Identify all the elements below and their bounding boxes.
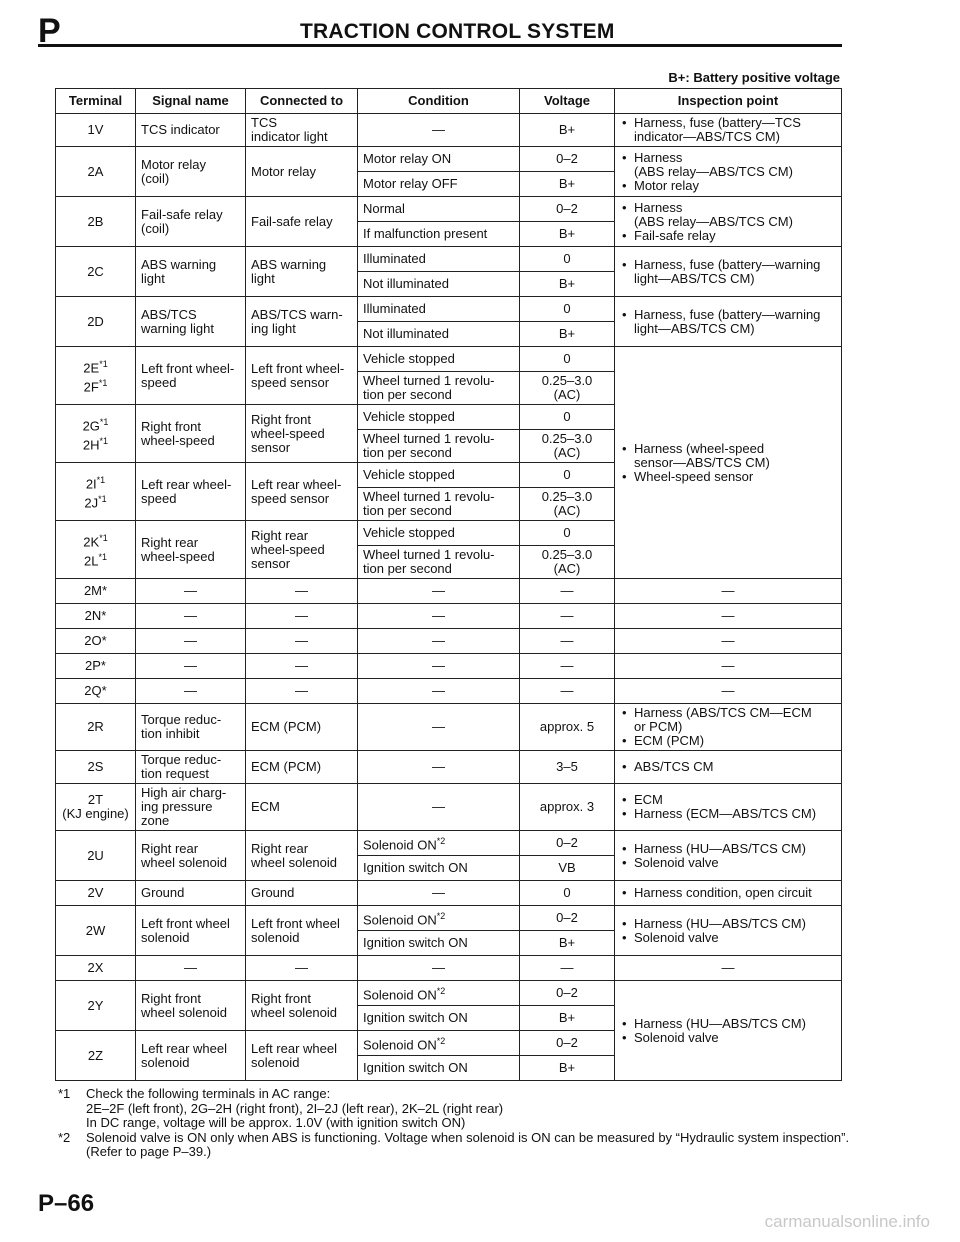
condition-cell: — — [358, 881, 520, 906]
voltage-cell: 0 — [520, 297, 615, 322]
connected-to-cell: ABS/TCS warn- ing light — [246, 297, 358, 347]
terminal-voltage-table — [55, 88, 842, 1081]
inspection-point-item: • Harness (ABS relay—ABS/TCS CM) — [634, 151, 836, 179]
signal-name-cell: Ground — [136, 881, 246, 906]
condition-cell: Solenoid ON$^{*2}$ — [358, 981, 520, 1006]
inspection-point-cell — [615, 881, 842, 906]
inspection-point-cell — [615, 247, 842, 297]
voltage-cell: B+ — [520, 1006, 615, 1031]
inspection-point-cell: — — [615, 956, 842, 981]
voltage-cell: — — [520, 956, 615, 981]
signal-name-cell: — — [136, 654, 246, 679]
inspection-point-cell: — — [615, 579, 842, 604]
page-title: TRACTION CONTROL SYSTEM — [300, 20, 615, 43]
inspection-point-item: • ECM (PCM) — [634, 734, 836, 748]
inspection-point-list — [620, 308, 836, 336]
table-row — [56, 906, 842, 931]
connected-to-cell: ECM — [246, 784, 358, 831]
footnote — [58, 1087, 858, 1131]
condition-cell: Wheel turned 1 revolu- tion per second — [358, 372, 520, 405]
condition-cell: — — [358, 654, 520, 679]
page-number: P–66 — [38, 1190, 95, 1217]
inspection-point-list — [620, 116, 836, 144]
condition-cell: — — [358, 784, 520, 831]
terminal-cell: 2O* — [56, 629, 136, 654]
connected-to-cell: — — [246, 579, 358, 604]
signal-name-cell: ABS warning light — [136, 247, 246, 297]
voltage-cell: 0 — [520, 247, 615, 272]
signal-name-cell: — — [136, 679, 246, 704]
voltage-cell: 0 — [520, 405, 615, 430]
table-row — [56, 604, 842, 629]
signal-name-cell: Torque reduc- tion request — [136, 751, 246, 784]
col-header-signal-name: Signal name — [136, 89, 246, 114]
footnote-text — [86, 1087, 503, 1131]
table-row — [56, 704, 842, 751]
condition-cell: — — [358, 704, 520, 751]
inspection-point-list — [620, 258, 836, 286]
terminal-cell: 2W — [56, 906, 136, 956]
voltage-cell: 0–2 — [520, 197, 615, 222]
condition-cell: Ignition switch ON — [358, 1056, 520, 1081]
connected-to-cell: Left front wheel- speed sensor — [246, 347, 358, 405]
condition-cell: Illuminated — [358, 247, 520, 272]
connected-to-cell: Fail-safe relay — [246, 197, 358, 247]
inspection-point-item: • Solenoid valve — [634, 1031, 836, 1045]
connected-to-cell: — — [246, 654, 358, 679]
inspection-point-cell: — — [615, 679, 842, 704]
condition-cell: Wheel turned 1 revolu- tion per second — [358, 430, 520, 463]
voltage-cell: — — [520, 679, 615, 704]
inspection-point-list — [620, 917, 836, 945]
inspection-point-item: • ECM — [634, 793, 836, 807]
signal-name-cell: — — [136, 956, 246, 981]
voltage-cell: 0.25–3.0 (AC) — [520, 430, 615, 463]
signal-name-cell: Left front wheel solenoid — [136, 906, 246, 956]
signal-name-cell: High air charg- ing pressure zone — [136, 784, 246, 831]
voltage-cell: B+ — [520, 931, 615, 956]
condition-cell: Motor relay OFF — [358, 172, 520, 197]
connected-to-cell: Left rear wheel- speed sensor — [246, 463, 358, 521]
inspection-point-item: • Fail-safe relay — [634, 229, 836, 243]
signal-name-cell: Right rear wheel solenoid — [136, 831, 246, 881]
condition-cell: Wheel turned 1 revolu- tion per second — [358, 488, 520, 521]
signal-name-cell: Right rear wheel-speed — [136, 521, 246, 579]
connected-to-cell: Right rear wheel-speed sensor — [246, 521, 358, 579]
terminal-cell: $2E^{*1}$ $2F^{*1}$ — [56, 347, 136, 405]
table-row — [56, 654, 842, 679]
inspection-point-item: • Harness (HU—ABS/TCS CM) — [634, 1017, 836, 1031]
signal-name-cell: — — [136, 579, 246, 604]
signal-name-cell: — — [136, 629, 246, 654]
col-header-inspection-point: Inspection point — [615, 89, 842, 114]
condition-cell: Illuminated — [358, 297, 520, 322]
inspection-point-cell — [615, 906, 842, 956]
voltage-cell: B+ — [520, 1056, 615, 1081]
voltage-cell: 0–2 — [520, 906, 615, 931]
terminal-cell: 2V — [56, 881, 136, 906]
inspection-point-list — [620, 760, 836, 774]
col-header-condition: Condition — [358, 89, 520, 114]
inspection-point-item: • Wheel-speed sensor — [634, 470, 836, 484]
connected-to-cell: — — [246, 629, 358, 654]
voltage-cell: B+ — [520, 172, 615, 197]
inspection-point-item: • Harness, fuse (battery—warning light—ABS/TCS CM) — [634, 308, 836, 336]
inspection-point-item: • Harness (ABS relay—ABS/TCS CM) — [634, 201, 836, 229]
voltage-cell: 3–5 — [520, 751, 615, 784]
signal-name-cell: Fail-safe relay (coil) — [136, 197, 246, 247]
condition-cell: — — [358, 604, 520, 629]
signal-name-cell: TCS indicator — [136, 114, 246, 147]
signal-name-cell: Right front wheel-speed — [136, 405, 246, 463]
voltage-cell: 0–2 — [520, 1031, 615, 1056]
terminal-cell: $2K^{*1}$ $2L^{*1}$ — [56, 521, 136, 579]
inspection-point-list — [620, 1017, 836, 1045]
inspection-point-cell — [615, 297, 842, 347]
voltage-cell: — — [520, 579, 615, 604]
voltage-cell: approx. 3 — [520, 784, 615, 831]
inspection-point-item: • Harness (HU—ABS/TCS CM) — [634, 842, 836, 856]
footnotes — [58, 1087, 858, 1160]
connected-to-cell: Motor relay — [246, 147, 358, 197]
connected-to-cell: — — [246, 679, 358, 704]
table-row — [56, 881, 842, 906]
connected-to-cell: Right front wheel solenoid — [246, 981, 358, 1031]
footnote — [58, 1131, 858, 1160]
voltage-legend: B+: Battery positive voltage — [668, 70, 840, 85]
inspection-point-cell — [615, 784, 842, 831]
connected-to-cell: ECM (PCM) — [246, 751, 358, 784]
connected-to-cell: ABS warning light — [246, 247, 358, 297]
condition-cell: Vehicle stopped — [358, 405, 520, 430]
table-row — [56, 147, 842, 172]
signal-name-cell: Torque reduc- tion inhibit — [136, 704, 246, 751]
condition-cell: Motor relay ON — [358, 147, 520, 172]
section-letter: P — [38, 12, 61, 50]
inspection-point-item: • Harness, fuse (battery—TCS indicator—ABS/TCS CM) — [634, 116, 836, 144]
condition-cell: Normal — [358, 197, 520, 222]
terminal-cell: 1V — [56, 114, 136, 147]
inspection-point-item: • Harness (ECM—ABS/TCS CM) — [634, 807, 836, 821]
voltage-cell: B+ — [520, 322, 615, 347]
connected-to-cell: ECM (PCM) — [246, 704, 358, 751]
inspection-point-item: • Solenoid valve — [634, 931, 836, 945]
condition-cell: Not illuminated — [358, 272, 520, 297]
voltage-cell: 0–2 — [520, 831, 615, 856]
signal-name-cell: Motor relay (coil) — [136, 147, 246, 197]
voltage-cell: — — [520, 654, 615, 679]
inspection-point-cell — [615, 347, 842, 579]
terminal-cell: 2U — [56, 831, 136, 881]
voltage-cell: 0 — [520, 347, 615, 372]
condition-cell: Ignition switch ON — [358, 856, 520, 881]
connected-to-cell: Ground — [246, 881, 358, 906]
inspection-point-cell — [615, 114, 842, 147]
inspection-point-list — [620, 842, 836, 870]
condition-cell: — — [358, 956, 520, 981]
table-header-row — [56, 89, 842, 114]
connected-to-cell: Left front wheel solenoid — [246, 906, 358, 956]
terminal-cell: $2I^{*1}$ $2J^{*1}$ — [56, 463, 136, 521]
signal-name-cell: — — [136, 604, 246, 629]
inspection-point-item: • Motor relay — [634, 179, 836, 193]
voltage-cell: 0.25–3.0 (AC) — [520, 488, 615, 521]
terminal-cell: 2Z — [56, 1031, 136, 1081]
voltage-cell: 0–2 — [520, 981, 615, 1006]
inspection-point-cell — [615, 704, 842, 751]
terminal-cell: 2S — [56, 751, 136, 784]
inspection-point-list — [620, 151, 836, 193]
watermark: carmanualsonline.info — [764, 1212, 930, 1231]
col-header-connected-to: Connected to — [246, 89, 358, 114]
inspection-point-list — [620, 442, 836, 484]
voltage-cell: 0 — [520, 881, 615, 906]
footnote-line: In DC range, voltage will be approx. 1.0V (with ignition switch ON) — [86, 1115, 466, 1130]
condition-cell: — — [358, 679, 520, 704]
table-row — [56, 114, 842, 147]
terminal-cell: 2N* — [56, 604, 136, 629]
voltage-cell: 0.25–3.0 (AC) — [520, 546, 615, 579]
table-row — [56, 784, 842, 831]
condition-cell: — — [358, 629, 520, 654]
inspection-point-cell — [615, 147, 842, 197]
condition-cell: Not illuminated — [358, 322, 520, 347]
inspection-point-cell: — — [615, 629, 842, 654]
voltage-cell: 0–2 — [520, 147, 615, 172]
footnote-text — [86, 1131, 858, 1160]
signal-name-cell: Left rear wheel solenoid — [136, 1031, 246, 1081]
footnote-line: Solenoid valve is ON only when ABS is functioning. Voltage when solenoid is ON can be measured by “Hydraulic system inspection”. (Refer to page P–39.) — [86, 1129, 850, 1159]
voltage-cell: 0 — [520, 463, 615, 488]
inspection-point-list — [620, 706, 836, 748]
connected-to-cell: — — [246, 956, 358, 981]
table-body — [56, 114, 842, 1081]
voltage-cell: VB — [520, 856, 615, 881]
signal-name-cell: Right front wheel solenoid — [136, 981, 246, 1031]
inspection-point-item: • Harness (ABS/TCS CM—ECM or PCM) — [634, 706, 836, 734]
connected-to-cell: Right front wheel-speed sensor — [246, 405, 358, 463]
voltage-cell: B+ — [520, 272, 615, 297]
table-row — [56, 579, 842, 604]
voltage-cell: B+ — [520, 114, 615, 147]
table-row — [56, 197, 842, 222]
inspection-point-list — [620, 201, 836, 243]
table-row — [56, 981, 842, 1006]
footnote-mark: *1 — [58, 1086, 71, 1101]
inspection-point-cell: — — [615, 654, 842, 679]
col-header-voltage: Voltage — [520, 89, 615, 114]
voltage-cell: 0 — [520, 521, 615, 546]
signal-name-cell: Left rear wheel- speed — [136, 463, 246, 521]
inspection-point-cell — [615, 831, 842, 881]
terminal-cell: 2R — [56, 704, 136, 751]
condition-cell: If malfunction present — [358, 222, 520, 247]
condition-cell: — — [358, 751, 520, 784]
condition-cell: — — [358, 579, 520, 604]
terminal-cell: 2M* — [56, 579, 136, 604]
table-row — [56, 751, 842, 784]
inspection-point-list — [620, 886, 836, 900]
inspection-point-cell — [615, 197, 842, 247]
footnote-mark: *2 — [58, 1129, 71, 1145]
inspection-point-item: • Solenoid valve — [634, 856, 836, 870]
table-row — [56, 831, 842, 856]
inspection-point-item: • Harness condition, open circuit — [634, 886, 836, 900]
connected-to-cell: TCS indicator light — [246, 114, 358, 147]
voltage-cell: — — [520, 604, 615, 629]
footnote-line: Check the following terminals in AC range: — [86, 1086, 331, 1101]
table-row — [56, 956, 842, 981]
footnote-line: 2E–2F (left front), 2G–2H (right front), 2I–2J (left rear), 2K–2L (right rear) — [86, 1100, 504, 1116]
condition-cell: Vehicle stopped — [358, 521, 520, 546]
condition-cell: Solenoid ON$^{*2}$ — [358, 1031, 520, 1056]
inspection-point-cell — [615, 981, 842, 1081]
terminal-cell: 2A — [56, 147, 136, 197]
condition-cell: — — [358, 114, 520, 147]
terminal-cell: 2P* — [56, 654, 136, 679]
condition-cell: Vehicle stopped — [358, 463, 520, 488]
inspection-point-cell — [615, 751, 842, 784]
connected-to-cell: — — [246, 604, 358, 629]
condition-cell: Solenoid ON$^{*2}$ — [358, 831, 520, 856]
condition-cell: Wheel turned 1 revolu- tion per second — [358, 546, 520, 579]
terminal-cell: 2C — [56, 247, 136, 297]
voltage-cell: 0.25–3.0 (AC) — [520, 372, 615, 405]
col-header-terminal: Terminal — [56, 89, 136, 114]
signal-name-cell: ABS/TCS warning light — [136, 297, 246, 347]
condition-cell: Ignition switch ON — [358, 1006, 520, 1031]
inspection-point-list — [620, 793, 836, 821]
voltage-cell: B+ — [520, 222, 615, 247]
terminal-cell: 2D — [56, 297, 136, 347]
table-row — [56, 297, 842, 322]
terminal-cell: 2Y — [56, 981, 136, 1031]
inspection-point-item: • Harness, fuse (battery—warning light—ABS/TCS CM) — [634, 258, 836, 286]
inspection-point-item: • Harness (wheel-speed sensor—ABS/TCS CM) — [634, 442, 836, 470]
terminal-cell: 2B — [56, 197, 136, 247]
voltage-cell: — — [520, 629, 615, 654]
terminal-cell: $2G^{*1}$ $2H^{*1}$ — [56, 405, 136, 463]
table-row — [56, 679, 842, 704]
table-row — [56, 247, 842, 272]
condition-cell: Ignition switch ON — [358, 931, 520, 956]
connected-to-cell: Right rear wheel solenoid — [246, 831, 358, 881]
title-rule — [38, 44, 842, 47]
inspection-point-item: • ABS/TCS CM — [634, 760, 836, 774]
inspection-point-cell: — — [615, 604, 842, 629]
terminal-cell: 2X — [56, 956, 136, 981]
signal-name-cell: Left front wheel- speed — [136, 347, 246, 405]
table-row — [56, 629, 842, 654]
voltage-cell: approx. 5 — [520, 704, 615, 751]
condition-cell: Vehicle stopped — [358, 347, 520, 372]
terminal-cell: 2T (KJ engine) — [56, 784, 136, 831]
condition-cell: Solenoid ON$^{*2}$ — [358, 906, 520, 931]
terminal-cell: 2Q* — [56, 679, 136, 704]
connected-to-cell: Left rear wheel solenoid — [246, 1031, 358, 1081]
table-row — [56, 347, 842, 372]
inspection-point-item: • Harness (HU—ABS/TCS CM) — [634, 917, 836, 931]
